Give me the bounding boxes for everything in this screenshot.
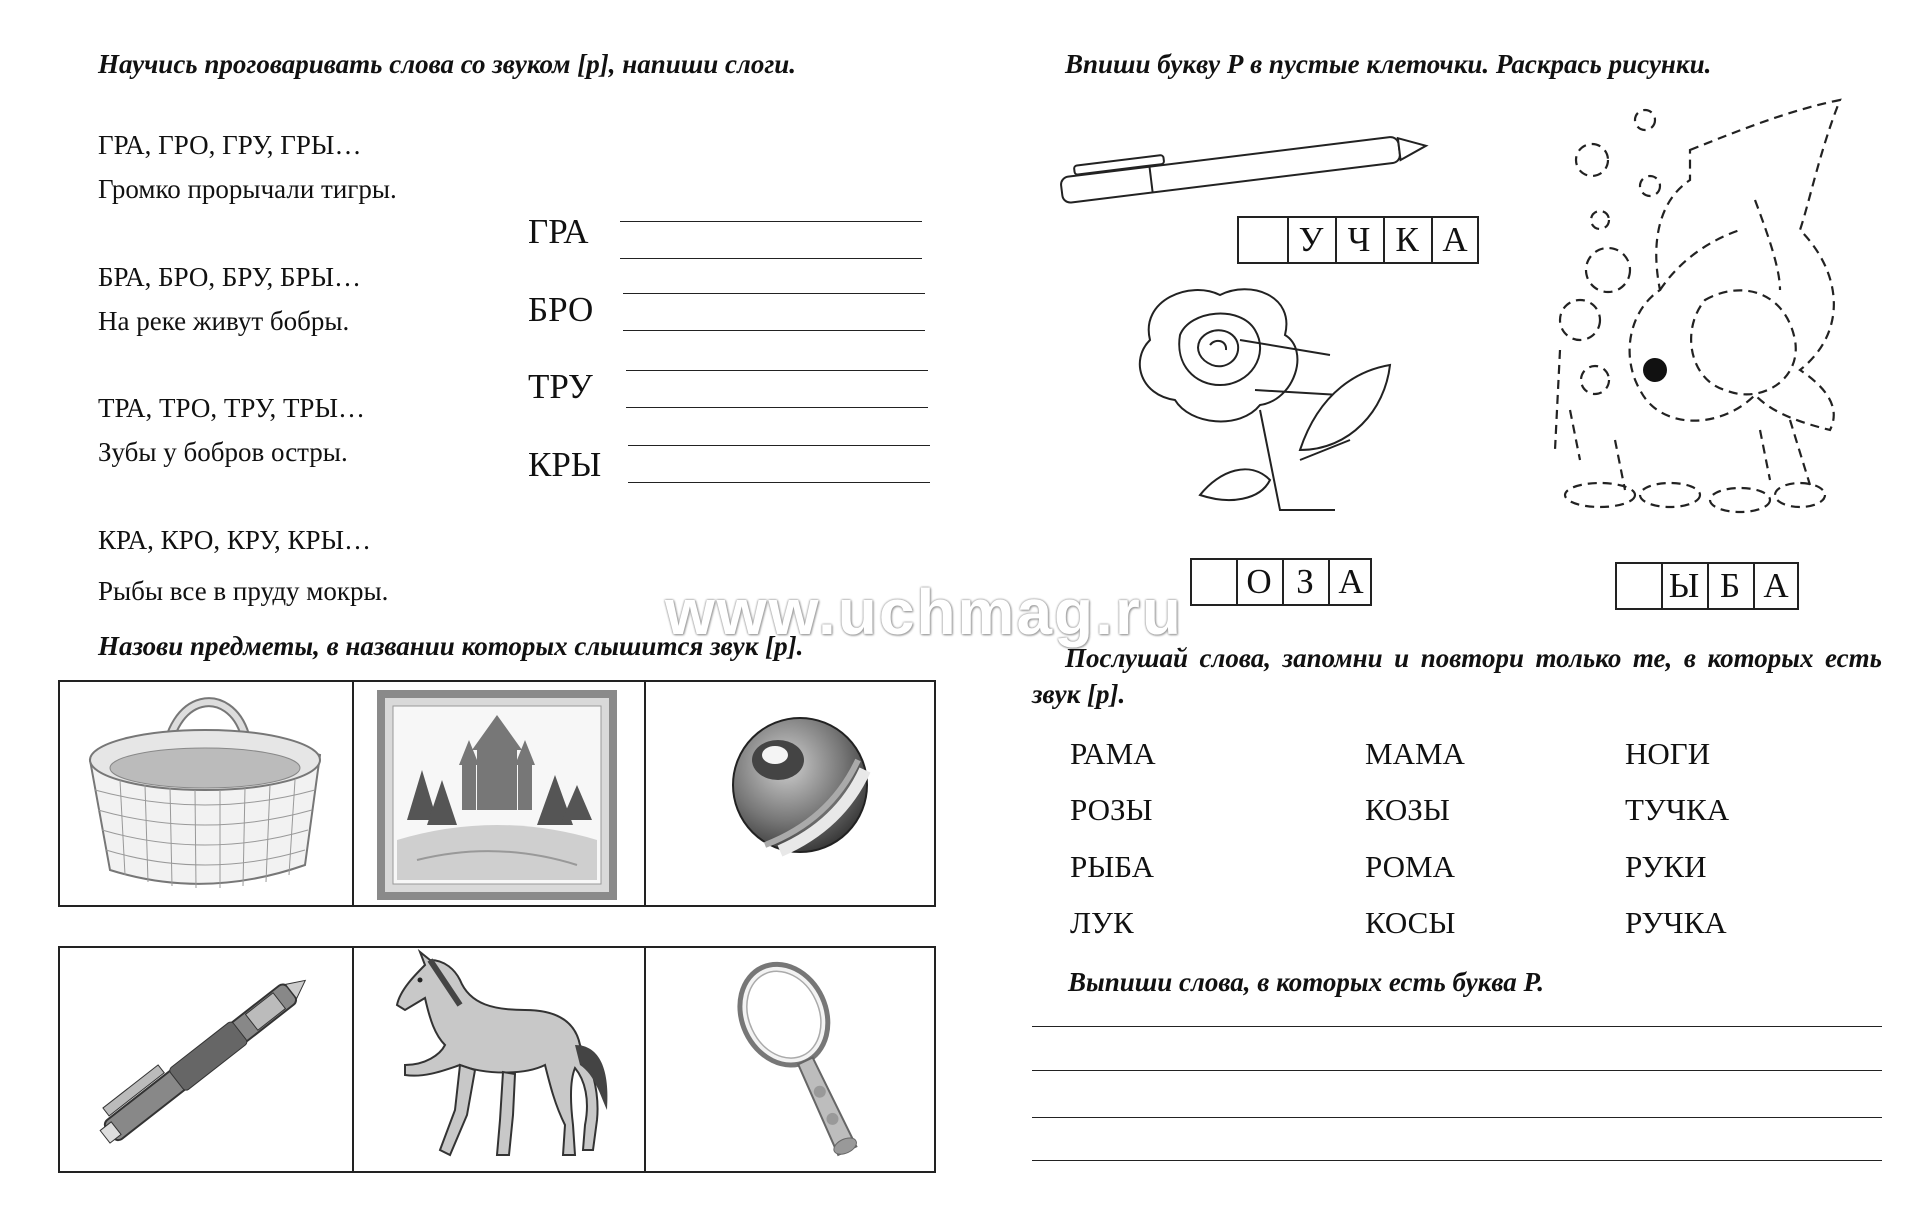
letter-cells-word-1 (1237, 216, 1479, 264)
word-item: РОМА (1365, 849, 1455, 884)
write-line[interactable] (626, 370, 928, 371)
word-item: РУЧКА (1625, 905, 1727, 940)
task2-title: Назови предметы, в названии которых слышится звук [р]. (98, 631, 804, 661)
phrase-2: На реке живут бобры. (98, 306, 350, 336)
word-item: НОГИ (1625, 736, 1711, 771)
watermark: www.uchmag.ru (665, 576, 1183, 648)
word-item: КОЗЫ (1365, 792, 1450, 827)
syllables-3: ТРА, ТРО, ТРУ, ТРЫ… (98, 393, 365, 423)
syllables-1: ГРА, ГРО, ГРУ, ГРЫ… (98, 130, 362, 160)
word-item: РАМА (1070, 736, 1156, 771)
write-line[interactable] (620, 258, 922, 259)
horse-picture (385, 950, 615, 1165)
syllables-4: КРА, КРО, КРУ, КРЫ… (98, 525, 372, 555)
answer-line[interactable] (1032, 1160, 1882, 1161)
letter-cell: О (1246, 562, 1272, 601)
write-syllable-4: КРЫ (528, 445, 602, 484)
letter-cell: Ч (1347, 220, 1371, 259)
answer-line[interactable] (1032, 1026, 1882, 1027)
letter-cell: А (1763, 566, 1789, 605)
phrase-3: Зубы у бобров остры. (98, 437, 348, 467)
fish-drawing-icon (1540, 90, 1860, 530)
task3-title: Впиши букву Р в пустые клеточки. Раскрась рисунки. (1065, 49, 1712, 79)
write-syllable-3: ТРУ (528, 367, 593, 406)
word-item: МАМА (1365, 736, 1465, 771)
write-syllable-2: БРО (528, 290, 594, 329)
answer-line[interactable] (1032, 1117, 1882, 1118)
letter-cell: У (1298, 220, 1324, 259)
mirror-picture (725, 955, 885, 1165)
task4-title: Послушай слова, запомни и повтори только те, в которых есть звук [р]. (1032, 643, 1882, 710)
word-item: ЛУК (1070, 905, 1134, 940)
basket-picture (80, 690, 330, 900)
write-line[interactable] (628, 445, 930, 446)
word-item: КОСЫ (1365, 905, 1456, 940)
task1-title: Научись проговаривать слова со звуком [р], напиши слоги. (98, 49, 797, 79)
write-line[interactable] (626, 407, 928, 408)
rose-drawing-icon (1120, 280, 1400, 520)
letter-cells-word-2 (1190, 558, 1372, 606)
write-syllable-1: ГРА (528, 212, 589, 251)
write-line[interactable] (623, 293, 925, 294)
pen-picture (75, 965, 335, 1155)
letter-cell: Ы (1668, 566, 1700, 605)
word-item: РЫБА (1070, 849, 1155, 884)
letter-cells-word-3 (1615, 562, 1799, 610)
syllables-2: БРА, БРО, БРУ, БРЫ… (98, 262, 362, 292)
letter-cell: А (1442, 220, 1468, 259)
write-line[interactable] (623, 330, 925, 331)
phrase-4: Рыбы все в пруду мокры. (98, 576, 389, 606)
word-item: РОЗЫ (1070, 792, 1153, 827)
answer-line[interactable] (1032, 1070, 1882, 1071)
word-item: ТУЧКА (1625, 792, 1730, 827)
phrase-1: Громко прорычали тигры. (98, 174, 397, 204)
pen-drawing-icon (1055, 125, 1435, 205)
task5-title: Выпиши слова, в которых есть буква Р. (1068, 967, 1545, 997)
letter-cell: А (1338, 562, 1364, 601)
write-line[interactable] (620, 221, 922, 222)
write-line[interactable] (628, 482, 930, 483)
ball-picture (730, 715, 870, 855)
word-item: РУКИ (1625, 849, 1707, 884)
letter-cell: К (1395, 220, 1419, 259)
letter-cell: Б (1719, 566, 1741, 605)
letter-cell: З (1296, 562, 1314, 601)
castle-picture (377, 690, 617, 900)
